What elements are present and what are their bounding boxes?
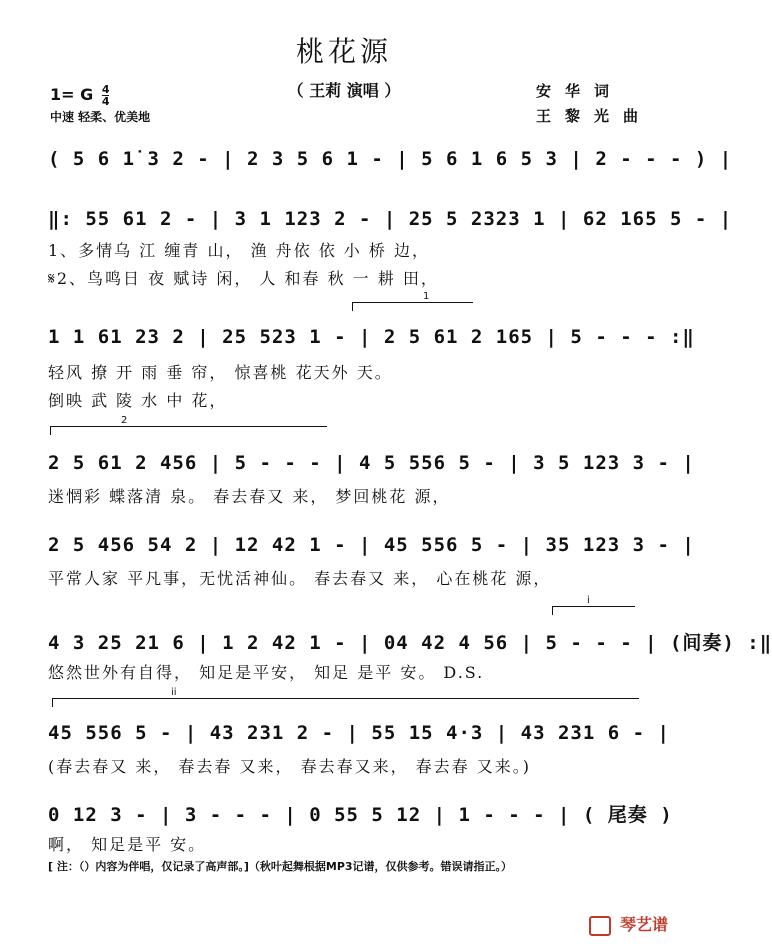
lyric-row-3-verse-2: 倒映 武 陵 水 中 花， <box>48 391 228 410</box>
volta-bracket-1 <box>352 291 473 311</box>
footnote: [ 注：（）内容为伴唱，仅记录了高声部。]（秋叶起舞根据MP3记谱，仅供参考。错误请指正。） <box>48 860 513 873</box>
site-logo <box>589 912 668 936</box>
notation-row-8: 0 12 3 - | 3 - - - | 0 55 5 12 | 1 - - - | ( 尾奏 ) <box>48 804 673 826</box>
lyric-row-3-verse-1: 轻风 撩 开 雨 垂 帘， 惊喜桃 花天外 天。 <box>48 363 393 382</box>
lyric-row-5: 平常人家 平凡事，无忧活神仙。 春去春又 来， 心在桃花 源， <box>48 569 552 588</box>
key-signature <box>50 84 109 107</box>
lyric-row-6: 悠然世外有自得， 知足是平安， 知足 是平 安。 D.S. <box>48 663 485 682</box>
time-top: 4 <box>101 83 110 96</box>
volta-label-ii: ii <box>171 687 177 698</box>
lyricist: 安华词 <box>536 82 624 100</box>
notation-row-4: 2 5 61 2 456 | 5 - - - | 4 5 556 5 - | 3 5 123 3 - | <box>48 452 695 474</box>
volta-label-i: i <box>587 595 590 606</box>
volta-label-1: 1 <box>423 291 430 302</box>
volta-bracket-2 <box>50 415 327 435</box>
composer: 王黎光曲 <box>536 107 653 125</box>
tempo-marking: 中速 轻柔、优美地 <box>50 110 151 124</box>
song-title: 桃花源 <box>295 35 392 68</box>
volta-bracket-ii <box>52 687 639 707</box>
time-bottom: 4 <box>101 95 110 108</box>
notation-row-6: 4 3 25 21 6 | 1 2 42 1 - | 04 42 4 56 | 5 - - - | (间奏) :‖ <box>48 632 772 654</box>
notation-row-7: 45 556 5 - | 43 231 2 - | 55 15 4·3 | 43 231 6 - | <box>48 722 670 744</box>
notation-row-3: 1 1 61 23 2 | 25 523 1 - | 2 5 61 2 165 | 5 - - - :‖ <box>48 326 695 348</box>
lyric-row-4: 迷惘彩 蝶落清 泉。 春去春又 来， 梦回桃花 源， <box>48 487 451 506</box>
notation-row-1: ( 5 6 1̇ 3 2 - | 2 3 5 6 1 - | 5 6 1 6 5 3 | 2 - - - ) | <box>48 148 733 170</box>
notation-row-5: 2 5 456 54 2 | 12 42 1 - | 45 556 5 - | 35 123 3 - | <box>48 534 695 556</box>
volta-bracket-i <box>552 595 635 615</box>
lyric-row-8: 啊， 知足是平 安。 <box>48 835 207 854</box>
lyric-row-2-verse-2: 𝄋2、鸟鸣日 夜 赋诗 闲， 人 和春 秋 一 耕 田， <box>48 269 439 288</box>
lyric-row-7: (春去春又 来， 春去春 又来， 春去春又来， 春去春 又来。) <box>48 757 532 776</box>
volta-label-2: 2 <box>121 415 128 426</box>
lyric-row-2-verse-1: 1、多情乌 江 缠青 山， 渔 舟依 依 小 桥 边， <box>48 241 430 260</box>
logo-icon <box>589 916 611 936</box>
notation-row-2: ‖: 55 61 2 - | 3 1 123 2 - | 25 5 2323 1 | 62 165 5 - | <box>48 208 733 230</box>
logo-text: 琴艺谱 <box>619 915 668 934</box>
key-label: 1= G <box>50 85 94 104</box>
performer-subtitle: （ 王莉 演唱 ） <box>287 81 401 100</box>
time-signature <box>102 84 110 107</box>
